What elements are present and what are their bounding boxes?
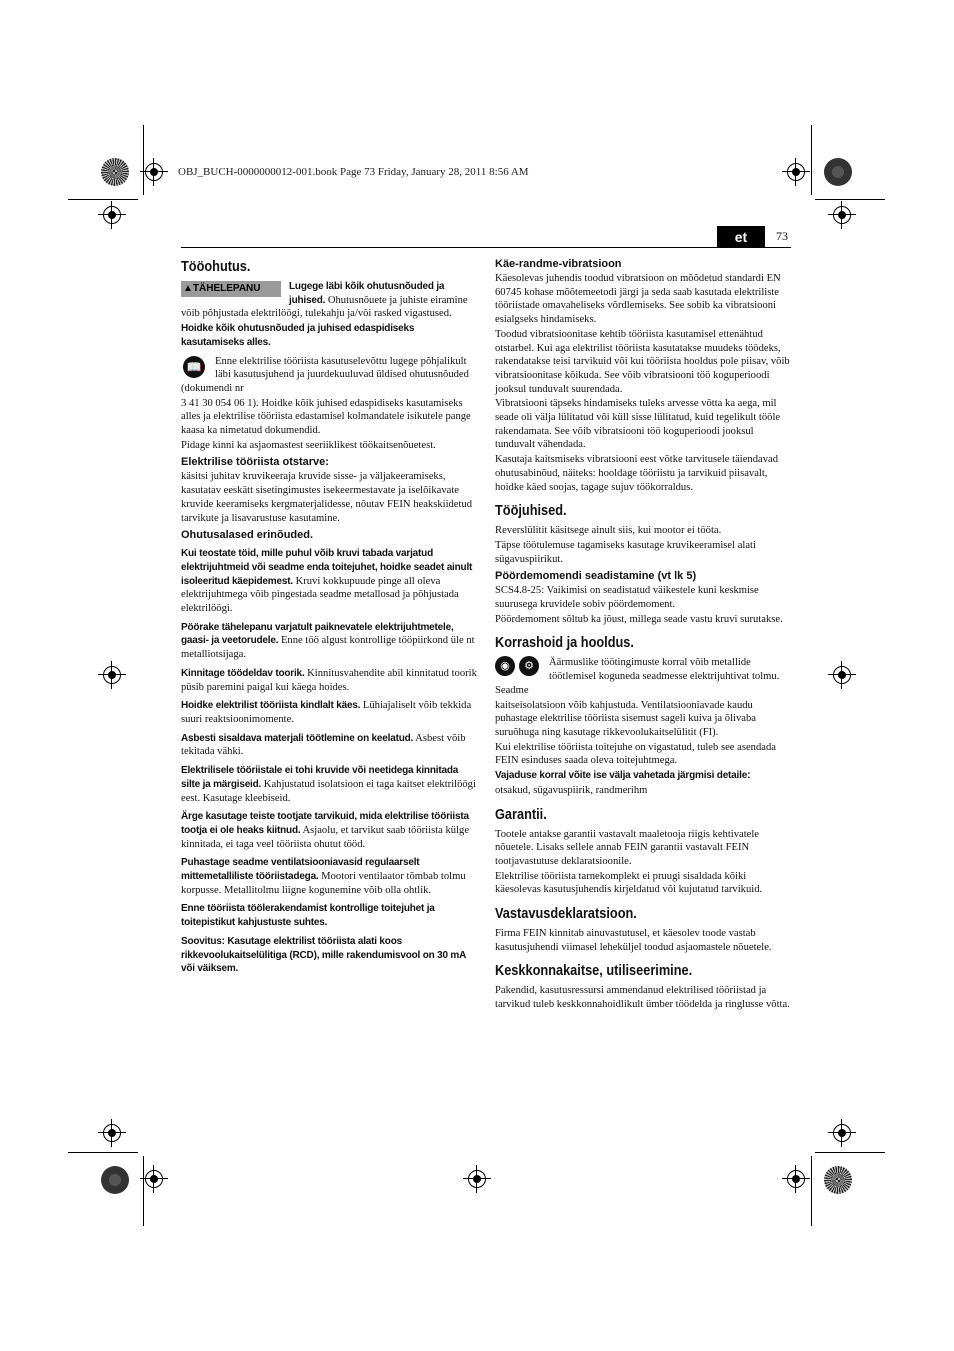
safety-item-text: Kahjustatud isolatsioon ei taga kaitset elektrilöögi eest. Kasutage kleebiseid. <box>181 778 476 804</box>
vibration-paragraph: Toodud vibratsioonitase kehtib tööriista kasutamisel ettenähtud otstarbel. Kui aga elektrilist tööriista kasutatakse muudeks töödeks, rakendatakse teisi tarvikuid või kui tööriista hooldus pole piisav, võib vibratsioonitase kõikuda. See võib vibratsiooni töö koguperioodi jooksul tunduvalt suurendada. <box>495 328 790 395</box>
maintenance-icon-block <box>495 656 791 698</box>
registration-mark <box>787 163 805 181</box>
safety-item-bold: Pöörake tähelepanu varjatult paiknevatele elektrijuhtmetele, gaasi- ja veetorudele. <box>181 621 454 647</box>
registration-mark <box>103 666 121 684</box>
maintenance-paragraph: Äärmuslike töötingimuste korral võib metallide töötlemisel koguneda seadmesse elektrijuhtivat tolmu. Seadme <box>495 657 780 696</box>
safety-item-text: Enne töö algust kontrollige tööpiirkond üle nt metalliotsijaga. <box>181 635 475 661</box>
safety-item-text: Kruvi kokkupuude pinge all oleva elektrijuhtmega võib pingestada seadme metallosad ja põhjustada elektrilöögi. <box>181 575 459 615</box>
safety-item-bold: Asbesti sisaldava materjali töötlemine on keelatud. <box>181 732 414 744</box>
purpose-heading: Elektrilise tööriista otstarve: <box>181 456 329 469</box>
work-paragraph: Täpse töötulemuse tagamiseks kasutage kruvikeeramisel alati sügavuspiirikut. <box>495 539 756 565</box>
warning-badge-label: TÄHELEPANU <box>192 283 261 294</box>
safety-item <box>181 764 477 805</box>
registration-mark <box>833 206 851 224</box>
registration-mark <box>103 1124 121 1142</box>
right-column <box>495 258 791 1013</box>
warning-badge <box>181 281 281 297</box>
serial-text: Pidage kinni ka asjaomastest seeriiklikest töökaitsenõuetest. <box>181 439 436 451</box>
torque-paragraph: SCS4.8-25: Vaikimisi on seadistatud väikestele kuni keskmise suurusega kruvidele sobiv pöördemoment. <box>495 585 759 611</box>
safety-item <box>181 856 477 897</box>
section-title-conformity: Vastavusdeklaratsioon. <box>495 906 637 923</box>
environment-paragraph: Pakendid, kasutusressursi ammendanud elektrilised tööriistad ja tarvikud tuleb keskkonnahoidlikult ümber töödelda ja ringlusse võtta. <box>495 985 790 1011</box>
safety-item <box>181 621 477 662</box>
read-manual-icon: 📖 <box>183 356 205 378</box>
page-number: 73 <box>776 229 788 243</box>
safety-item-text: Asbest võib tekitada vähki. <box>181 732 466 758</box>
safety-item-bold: Kui teostate töid, mille puhul võib kruvi tabada varjatud elektrijuhtmeid või seadme enda toitejuhet, hoidke seadet ainult isoleeritud käepidemest. <box>181 548 473 587</box>
vibration-paragraph: Vibratsiooni täpseks hindamiseks tuleks arvesse võtta ka aega, mil seade oli välja lülitatud või küll sisse lülitatud, kuid tegelikult tööle rakendamata. See võib vibratsiooni töö koguperioodi jooksul tunduvalt vähendada. <box>495 398 781 451</box>
section-title-work: Tööjuhised. <box>495 503 567 520</box>
registration-mark <box>833 1124 851 1142</box>
torque-heading: Pöördemomendi seadistamine (vt lk 5) <box>495 570 697 583</box>
safety-item-text: Kinnitusvahendite abil kinnitatud toorik püsib paremini paigal kui käega hoides. <box>181 667 477 693</box>
maintenance-paragraph: kaitseisolatsioon võib kahjustuda. Ventilatsiooniavade kaudu puhastage elektrilise tööriista sisemust sageli kuiva ja õlivaba suruõhuga ning kasutage rikkevoolukaitselülitit (FI). <box>495 699 756 738</box>
safety-item <box>181 810 477 851</box>
vibration-heading: Käe-randme-vibratsioon <box>495 258 622 270</box>
safety-item-bold: Enne tööriista töölerakendamist kontrollige toitejuhet ja toitepistikut kahjustuste suhtes. <box>181 903 435 929</box>
left-column <box>181 258 477 977</box>
registration-mark <box>787 1170 805 1188</box>
safety-item <box>181 547 477 616</box>
maintenance-bold: Vajaduse korral võite ise välja vahetada järgmisi detaile: <box>495 770 751 782</box>
work-paragraph: Reverslülitit käsitsege ainult siis, kui mootor ei tööta. <box>495 525 722 537</box>
color-rosette-top-right <box>824 158 852 186</box>
registration-mark <box>103 206 121 224</box>
color-rosette-bottom-left <box>101 1166 129 1194</box>
section-title-warranty: Garantii. <box>495 806 547 823</box>
section-title-environment: Keskkonnakaitse, utiliseerimine. <box>495 963 693 980</box>
warning-block <box>181 280 477 321</box>
purpose-text: käsitsi juhitav kruvikeeraja kruvide sisse- ja väljakeeramiseks, kasutatav eeskätt sisetingimustes isekeermestavate ja iselõikavate kruvide keeramiseks kergmaterjalidesse, nõutav FEIN heakskiidetud tarvikute ja lisavarustuse kasutamine. <box>181 471 473 524</box>
file-info-header: OBJ_BUCH-0000000012-001.book Page 73 Friday, January 28, 2011 8:56 AM <box>178 166 529 178</box>
maintenance-parts: otsakud, sügavuspiirik, randmerihm <box>495 784 648 796</box>
manual-text: Enne elektrilise tööriista kasutuselevõttu lugege põhjalikult läbi kasutusjuhend ja juurdekuuluvad üldised ohutusnõuded (dokumendi nr <box>181 355 469 394</box>
warning-triangle-icon: ▲ <box>183 283 193 294</box>
safety-item-bold: Hoidke elektrilist tööriista kindlalt käes. <box>181 700 361 712</box>
warranty-paragraph: Tootele antakse garantii vastavalt maaletooja riigis kehtivatele nõuetele. Lisaks sellele annab FEIN garantii vastavalt FEIN tootjavastutuse deklaratsioonile. <box>495 828 760 867</box>
safety-item <box>181 667 477 694</box>
safety-item <box>181 732 477 759</box>
color-rosette-bottom-right <box>824 1166 852 1194</box>
keep-instructions: Hoidke kõik ohutusnõuded ja juhised edaspidiseks kasutamiseks alles. <box>181 323 415 348</box>
section-title-maintenance: Korrashoid ja hooldus. <box>495 635 634 652</box>
safety-item-bold: Elektrilisele tööriistale ei tohi kruvide või neetidega kinnitada silte ja märgiseid. <box>181 765 459 790</box>
maintenance-paragraph: Kui elektrilise tööriista toitejuhe on vigastatud, tuleb see asendada FEIN esinduses saada oleva toitejuhtmega. <box>495 741 776 767</box>
safety-item-bold: Puhastage seadme ventilatsiooniavasid regulaarselt mittemetalliliste tööriistadega. <box>181 857 420 883</box>
section-title-safety: Tööohutus. <box>181 259 251 275</box>
warning-text: Ohutusnõuete ja juhiste eiramine võib põhjustada elektrilöögi, tulekahju ja/või rasked vigastused. <box>181 294 468 320</box>
registration-mark <box>145 163 163 181</box>
maintenance-icons <box>495 656 543 676</box>
header-rule <box>181 247 791 248</box>
manual-block <box>181 355 477 397</box>
dust-blower-icon: ⚙ <box>519 656 539 676</box>
special-heading: Ohutusalased erinõuded. <box>181 529 314 542</box>
safety-item-bold: Soovitus: Kasutage elektrilist tööriista alati koos rikkevoolukaitselülitiga (RCD), mille rakendumisvool on 30 mA või väiksem. <box>181 935 466 975</box>
language-badge: et <box>717 226 765 248</box>
safety-item-text: Lühiajaliselt võib tekkida suuri reaktsioonimomente. <box>181 700 472 725</box>
manual-text-continued: 3 41 30 054 06 1). Hoidke kõik juhised edaspidiseks kasutamiseks alles ja elektrilise tööriista edastamisel kolmandatele isikutele pange kaasa ka nimetatud dokumendid. <box>181 397 471 437</box>
safety-item-bold: Ärge kasutage teiste tootjate tarvikuid, mida elektrilise tööriista tootja ei ole heaks kiitnud. <box>181 811 469 836</box>
eye-protection-icon: ◉ <box>495 656 515 676</box>
safety-item-bold: Kinnitage töödeldav toorik. <box>181 667 305 679</box>
safety-item <box>181 902 477 929</box>
safety-item-text: Asjaolu, et tarvikut saab tööriista külge kinnitada, ei taga veel tööriista ohutut tööd. <box>181 824 470 850</box>
safety-item <box>181 699 477 726</box>
color-rosette-top-left <box>101 158 129 186</box>
warning-bold: Lugege läbi kõik ohutusnõuded ja juhised. <box>289 281 445 306</box>
registration-mark <box>468 1170 486 1188</box>
vibration-paragraph: Käesolevas juhendis toodud vibratsioon on mõõdetud standardi EN 60745 kohase mõõtemeetodi järgi ja seda saab kasutada elektriliste tööriistade omavaheliseks võrdlemiseks. See sobib ka vibratsiooni esialgseks hindamiseks. <box>495 273 781 326</box>
registration-mark <box>145 1170 163 1188</box>
registration-mark <box>833 666 851 684</box>
safety-item-text: Mootori ventilaator tõmbab tolmu korpusse. Metallitolmu liigne kogunemine võib olla ohtlik. <box>181 871 466 896</box>
safety-item <box>181 935 477 976</box>
conformity-paragraph: Firma FEIN kinnitab ainuvastutusel, et käesolev toode vastab kasutusjuhendi viimasel leheküljel toodud asjaomastele nõuetele. <box>495 928 772 953</box>
warranty-paragraph: Elektrilise tööriista tarnekomplekt ei pruugi sisaldada kõiki käesolevas kasutusjuhendis kirjeldatud või kujutatud tarvikuid. <box>495 870 763 896</box>
vibration-paragraph: Kasutaja kaitsmiseks vibratsiooni eest võtke tarvitusele täiendavad ohutusabinõud, näiteks: hooldage tööriistu ja tarvikuid piisavalt, hoidke käed soojas, tagage sujuv töökorraldus. <box>495 454 779 493</box>
torque-paragraph: Pöördemoment sõltub ka jõust, millega seade vastu kruvi surutakse. <box>495 613 783 625</box>
